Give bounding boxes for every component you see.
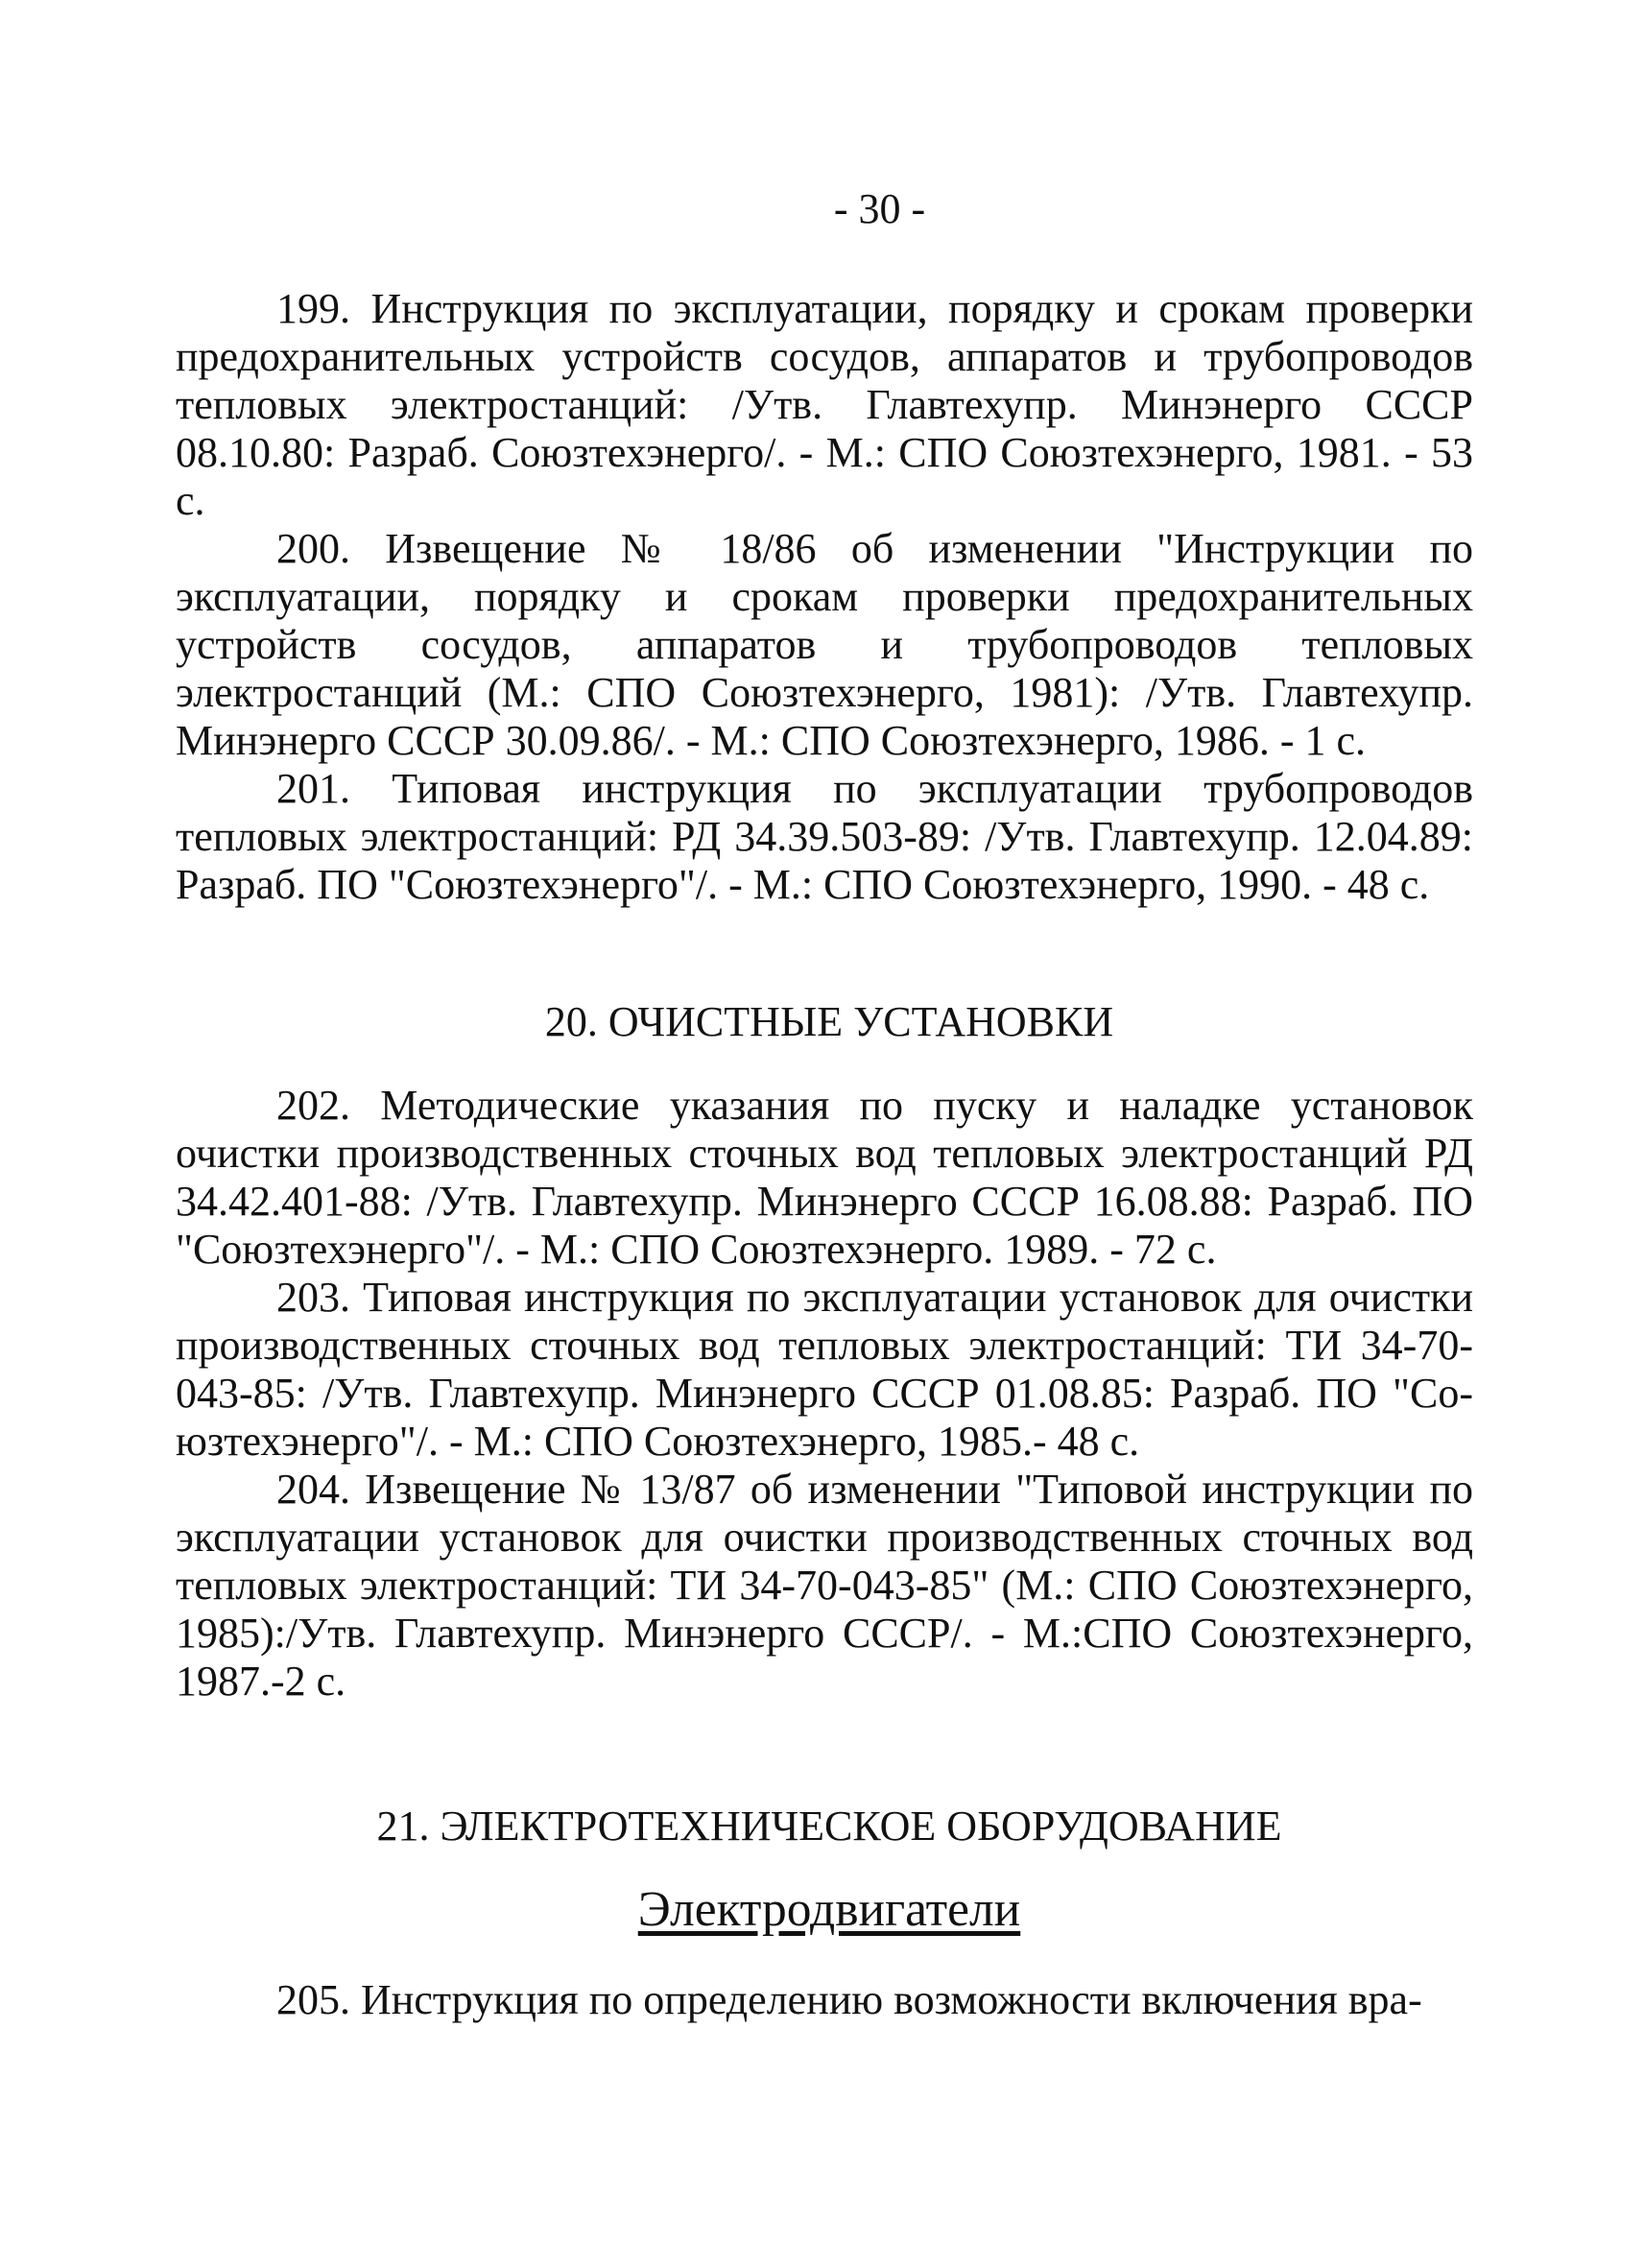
section-heading-20: 20. ОЧИСТНЫЕ УСТАНОВКИ — [544, 998, 1114, 1045]
bibliography-entry-204: 204. Извещение № 13/87 об изменении "Типовой инструкции по эксплуатации установок для очистки производственных сточных вод тепловых электростанций: ТИ 34-70-043-85" (М.: СПО Союзтехэнерго, 1985):/Утв. Главтехупр. Минэнерго СССР/. - М.:СПО Союзтехэнерго, 1987.-2 с. — [176, 1466, 1473, 1705]
subsection-heading-electric-motors: Электродвигатели — [637, 1882, 1021, 1937]
page-number: - 30 - — [833, 185, 926, 232]
bibliography-entry-205: 205. Инструкция по определению возможности включения вра- — [276, 1976, 1422, 2023]
bibliography-entry-202: 202. Методические указания по пуску и наладке установок очистки производственных сточных вод тепловых электростанций РД 34.42.401-88: /Утв. Главтехупр. Минэнерго СССР 16.08.88: Разраб. ПО "Союзтехэнерго"/. - М.: СПО Союзтехэнерго. 1989. - 72 с. — [176, 1082, 1473, 1273]
section-heading-21: 21. ЭЛЕКТРОТЕХНИЧЕСКОЕ ОБОРУДОВАНИЕ — [376, 1802, 1282, 1850]
bibliography-entry-201: 201. Типовая инструкция по эксплуатации трубопроводов тепловых электростанций: РД 34.39.503-89: /Утв. Главтехупр. 12.04.89: Разраб. ПО "Союзтехэнерго"/. - М.: СПО Союзтехэнерго, 1990. - 48 с. — [176, 765, 1473, 908]
document-body — [176, 285, 1473, 2024]
bibliography-entry-203: 203. Типовая инструкция по эксплуатации установок для очистки производственных сточных вод тепловых электростанций: ТИ 34-70-043-85: /Утв. Главтехупр. Минэнерго СССР 01.08.85: Разраб. ПО "Союзтехэнерго"/. - М.: СПО Союзтехэнерго, 1985.- 48 с. — [176, 1274, 1473, 1465]
bibliography-entry-199: 199. Инструкция по эксплуатации, порядку и срокам проверки предохранительных устройств сосудов, аппаратов и трубопроводов тепловых электростанций: /Утв. Главтехупр. Минэнерго СССР 08.10.80: Разраб. Союзтехэнерго/. - М.: СПО Союзтехэнерго, 1981. - 53 с. — [176, 285, 1473, 524]
bibliography-entry-200: 200. Извещение № 18/86 об изменении "Инструкции по эксплуатации, порядку и срокам проверки предохранительных устройств сосудов, аппаратов и трубопроводов тепловых электростанций (М.: СПО Союзтехэнерго, 1981): /Утв. Главтехупр. Минэнерго СССР 30.09.86/. - М.: СПО Союзтехэнерго, 1986. - 1 с. — [176, 525, 1473, 764]
